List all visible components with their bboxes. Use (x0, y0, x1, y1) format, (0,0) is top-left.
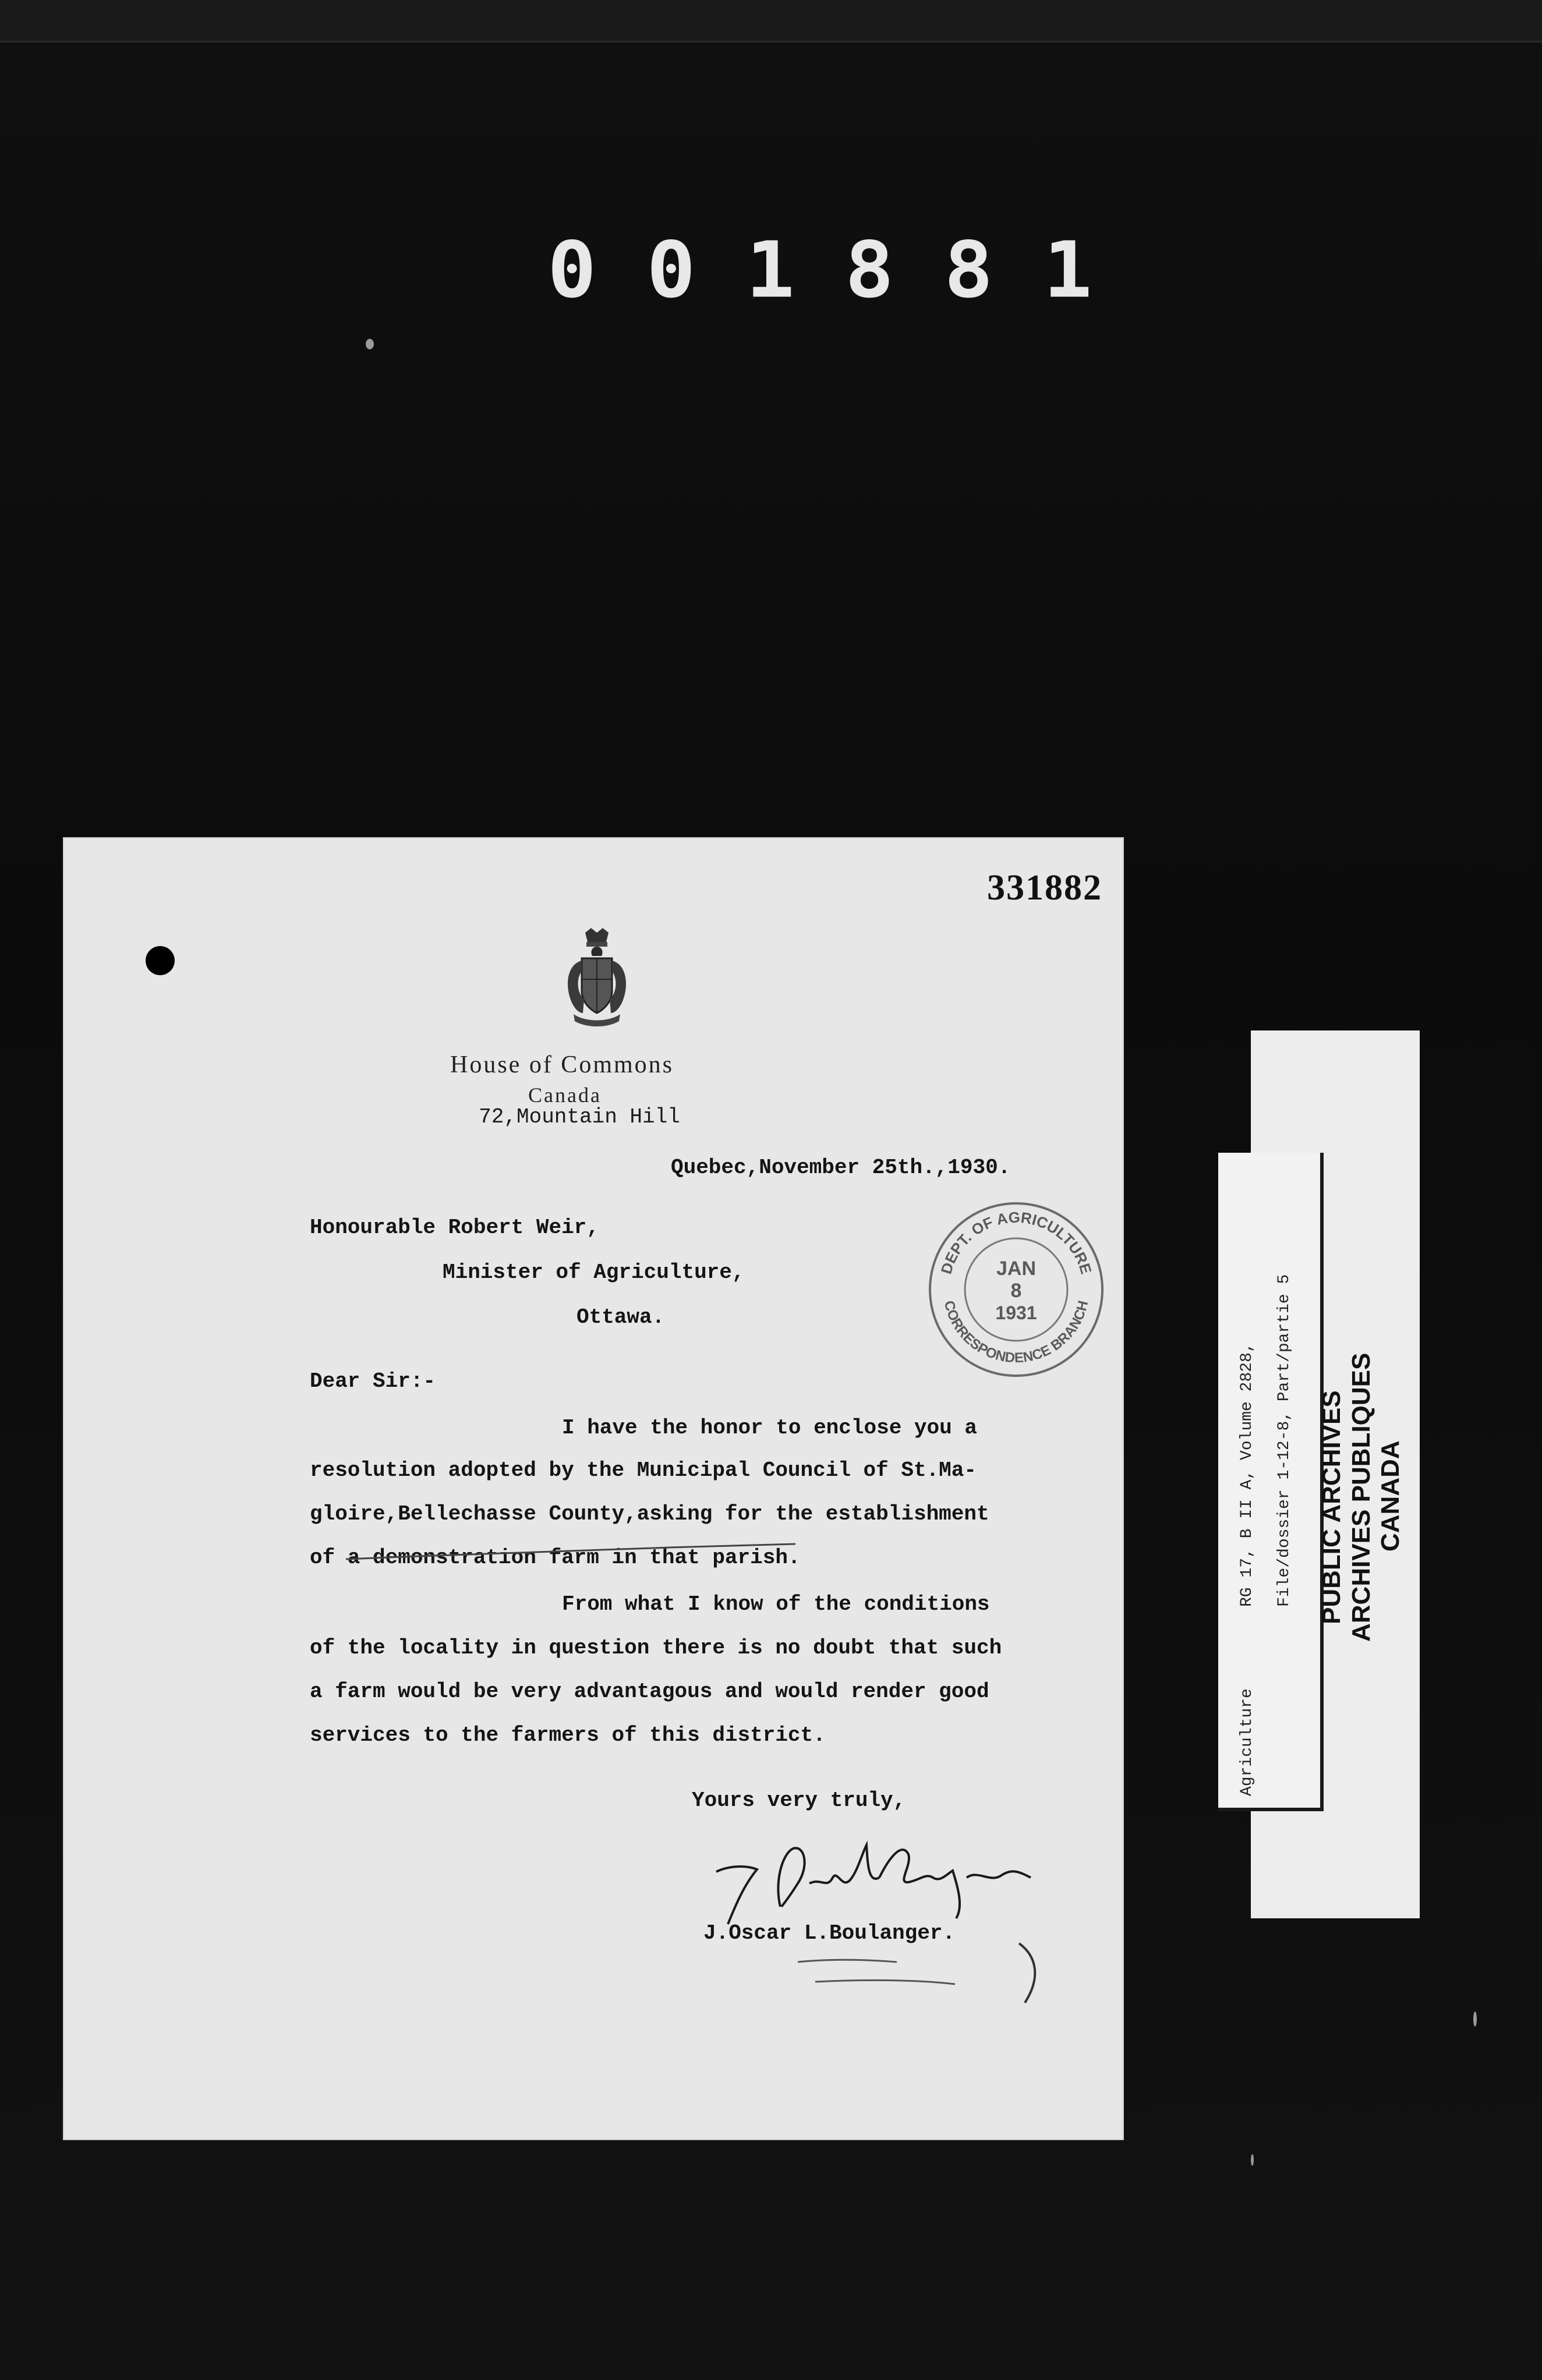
salutation: Dear Sir:- (310, 1369, 436, 1393)
signatory-name: J.Oscar L.Boulanger. (703, 1921, 956, 1945)
recipient-city: Ottawa. (577, 1305, 665, 1329)
body-line: of the locality in question there is no doubt that such (310, 1636, 1002, 1660)
date-line: Quebec,November 25th.,1930. (671, 1156, 1011, 1180)
pencil-underline (344, 1542, 798, 1565)
body-line: gloire,Bellechasse County,asking for the establishment (310, 1502, 989, 1526)
body-line: services to the farmers of this district. (310, 1723, 826, 1747)
punch-hole (146, 946, 175, 975)
body-line: I have the honor to enclose you a (562, 1416, 977, 1440)
archive-reference-card (1218, 1153, 1324, 1811)
body-line: a farm would be very advantagous and would render good (310, 1680, 989, 1703)
film-speck (1473, 2011, 1477, 2027)
file-number: 331882 (987, 868, 1102, 908)
archive-reference-line: RG 17, B II A, Volume 2828, (1238, 1343, 1256, 1607)
stamp-top-arc: DEPT. OF AGRICULTURE (937, 1208, 1095, 1276)
archive-name-line: CANADA (1376, 1440, 1405, 1552)
archive-reference-line: File/dossier 1-12-8, Part/partie 5 (1275, 1274, 1293, 1607)
recipient-title: Minister of Agriculture, (443, 1260, 745, 1284)
film-frame-number: 001881 (547, 225, 1143, 316)
archive-name-line: ARCHIVES PUBLIQUES (1347, 1352, 1375, 1642)
film-speck (366, 339, 374, 349)
archive-name-line: PUBLIC ARCHIVES (1317, 1390, 1346, 1624)
letterhead-country: Canada (528, 1083, 602, 1107)
film-speck (1251, 2154, 1254, 2166)
body-line: resolution adopted by the Municipal Council of St.Ma- (310, 1458, 977, 1482)
recipient-name: Honourable Robert Weir, (310, 1216, 599, 1239)
stamp-year: 1931 (995, 1302, 1037, 1323)
pencil-annotation (780, 1939, 1054, 2009)
coat-of-arms-icon (556, 926, 638, 1030)
closing: Yours very truly, (692, 1788, 906, 1812)
handwritten-signature (705, 1819, 1042, 1930)
stamp-month: JAN (996, 1258, 1037, 1280)
archive-subject: Agriculture (1238, 1688, 1256, 1796)
letterhead-address: 72,Mountain Hill (479, 1105, 680, 1129)
letterhead-title: House of Commons (450, 1051, 674, 1078)
film-top-edge (0, 0, 1542, 42)
stamp-day: 8 (1010, 1280, 1022, 1302)
received-date-stamp (926, 1199, 1106, 1380)
body-line: of a demonstration farm in that parish. (310, 1546, 801, 1570)
body-line: From what I know of the conditions (562, 1592, 990, 1616)
stamp-bottom-arc: CORRESPONDENCE BRANCH (940, 1299, 1092, 1366)
